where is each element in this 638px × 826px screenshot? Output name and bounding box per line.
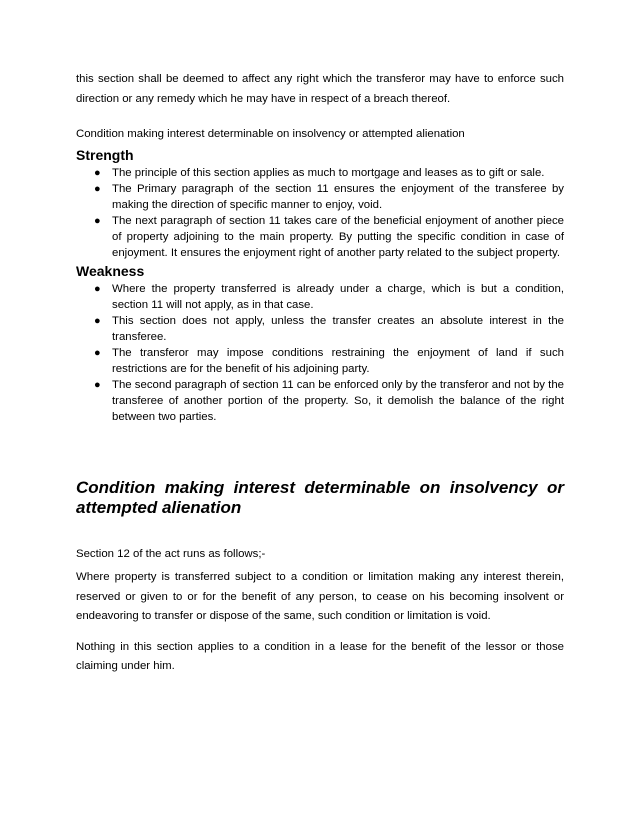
list-item-text: Where the property transferred is already under a charge, which is but a condition, section 11 will not apply, as in that case.	[112, 282, 564, 311]
section12-paragraph-1: Where property is transferred subject to a condition or limitation making any interest therein, reserved or given to or for the benefit of any person, to cease on his becoming insolvent or endeavoring to transfer or dispose of the same, such condition or limitation is void.	[76, 571, 564, 622]
list-item-text: The second paragraph of section 11 can be enforced only by the transferor and not by the transferee of another portion of the property. So, it demolish the balance of the right between two parties.	[112, 378, 564, 423]
list-item	[76, 165, 564, 181]
bullet-icon: ●	[94, 346, 101, 359]
bullet-icon: ●	[94, 214, 101, 227]
list-item-text: The transferor may impose conditions restraining the enjoyment of land if such restrictions are for the benefit of his adjoining party.	[112, 346, 564, 375]
bullet-icon: ●	[94, 166, 101, 179]
list-item-text: The next paragraph of section 11 takes care of the beneficial enjoyment of another piece of property adjoining to the main property. By putting the specific condition in case of enjoyment. It ensures the enjoyment right of another party related to the subject property.	[112, 214, 564, 259]
bullet-icon: ●	[94, 378, 101, 391]
bullet-icon: ●	[94, 314, 101, 327]
strength-list	[76, 165, 564, 261]
strength-heading: Strength	[76, 146, 134, 163]
intro-paragraph: this section shall be deemed to affect any right which the transferor may have to enforce such direction or any remedy which he may have in respect of a breach thereof.	[76, 73, 564, 105]
list-item-text: The principle of this section applies as much to mortgage and leases as to gift or sale.	[112, 166, 545, 179]
bullet-icon: ●	[94, 182, 101, 195]
bullet-icon: ●	[94, 282, 101, 295]
section12-heading: Condition making interest determinable on insolvency or attempted alienation	[76, 477, 564, 517]
weakness-heading: Weakness	[76, 262, 145, 279]
list-item-text: This section does not apply, unless the transfer creates an absolute interest in the transferee.	[112, 314, 564, 343]
list-item	[76, 281, 564, 313]
section12-paragraph-2: Nothing in this section applies to a condition in a lease for the benefit of the lessor or those claiming under him.	[76, 640, 564, 672]
list-item-text: The Primary paragraph of the section 11 ensures the enjoyment of the transferee by making the direction of specific manner to enjoy, void.	[112, 182, 564, 211]
list-item	[76, 213, 564, 261]
section12-intro: Section 12 of the act runs as follows;-	[76, 547, 266, 560]
list-item	[76, 181, 564, 213]
list-item	[76, 313, 564, 345]
intro-subheading: Condition making interest determinable on insolvency or attempted alienation	[76, 128, 465, 140]
list-item	[76, 345, 564, 377]
list-item	[76, 377, 564, 425]
weakness-list	[76, 281, 564, 425]
document-page	[76, 70, 564, 677]
